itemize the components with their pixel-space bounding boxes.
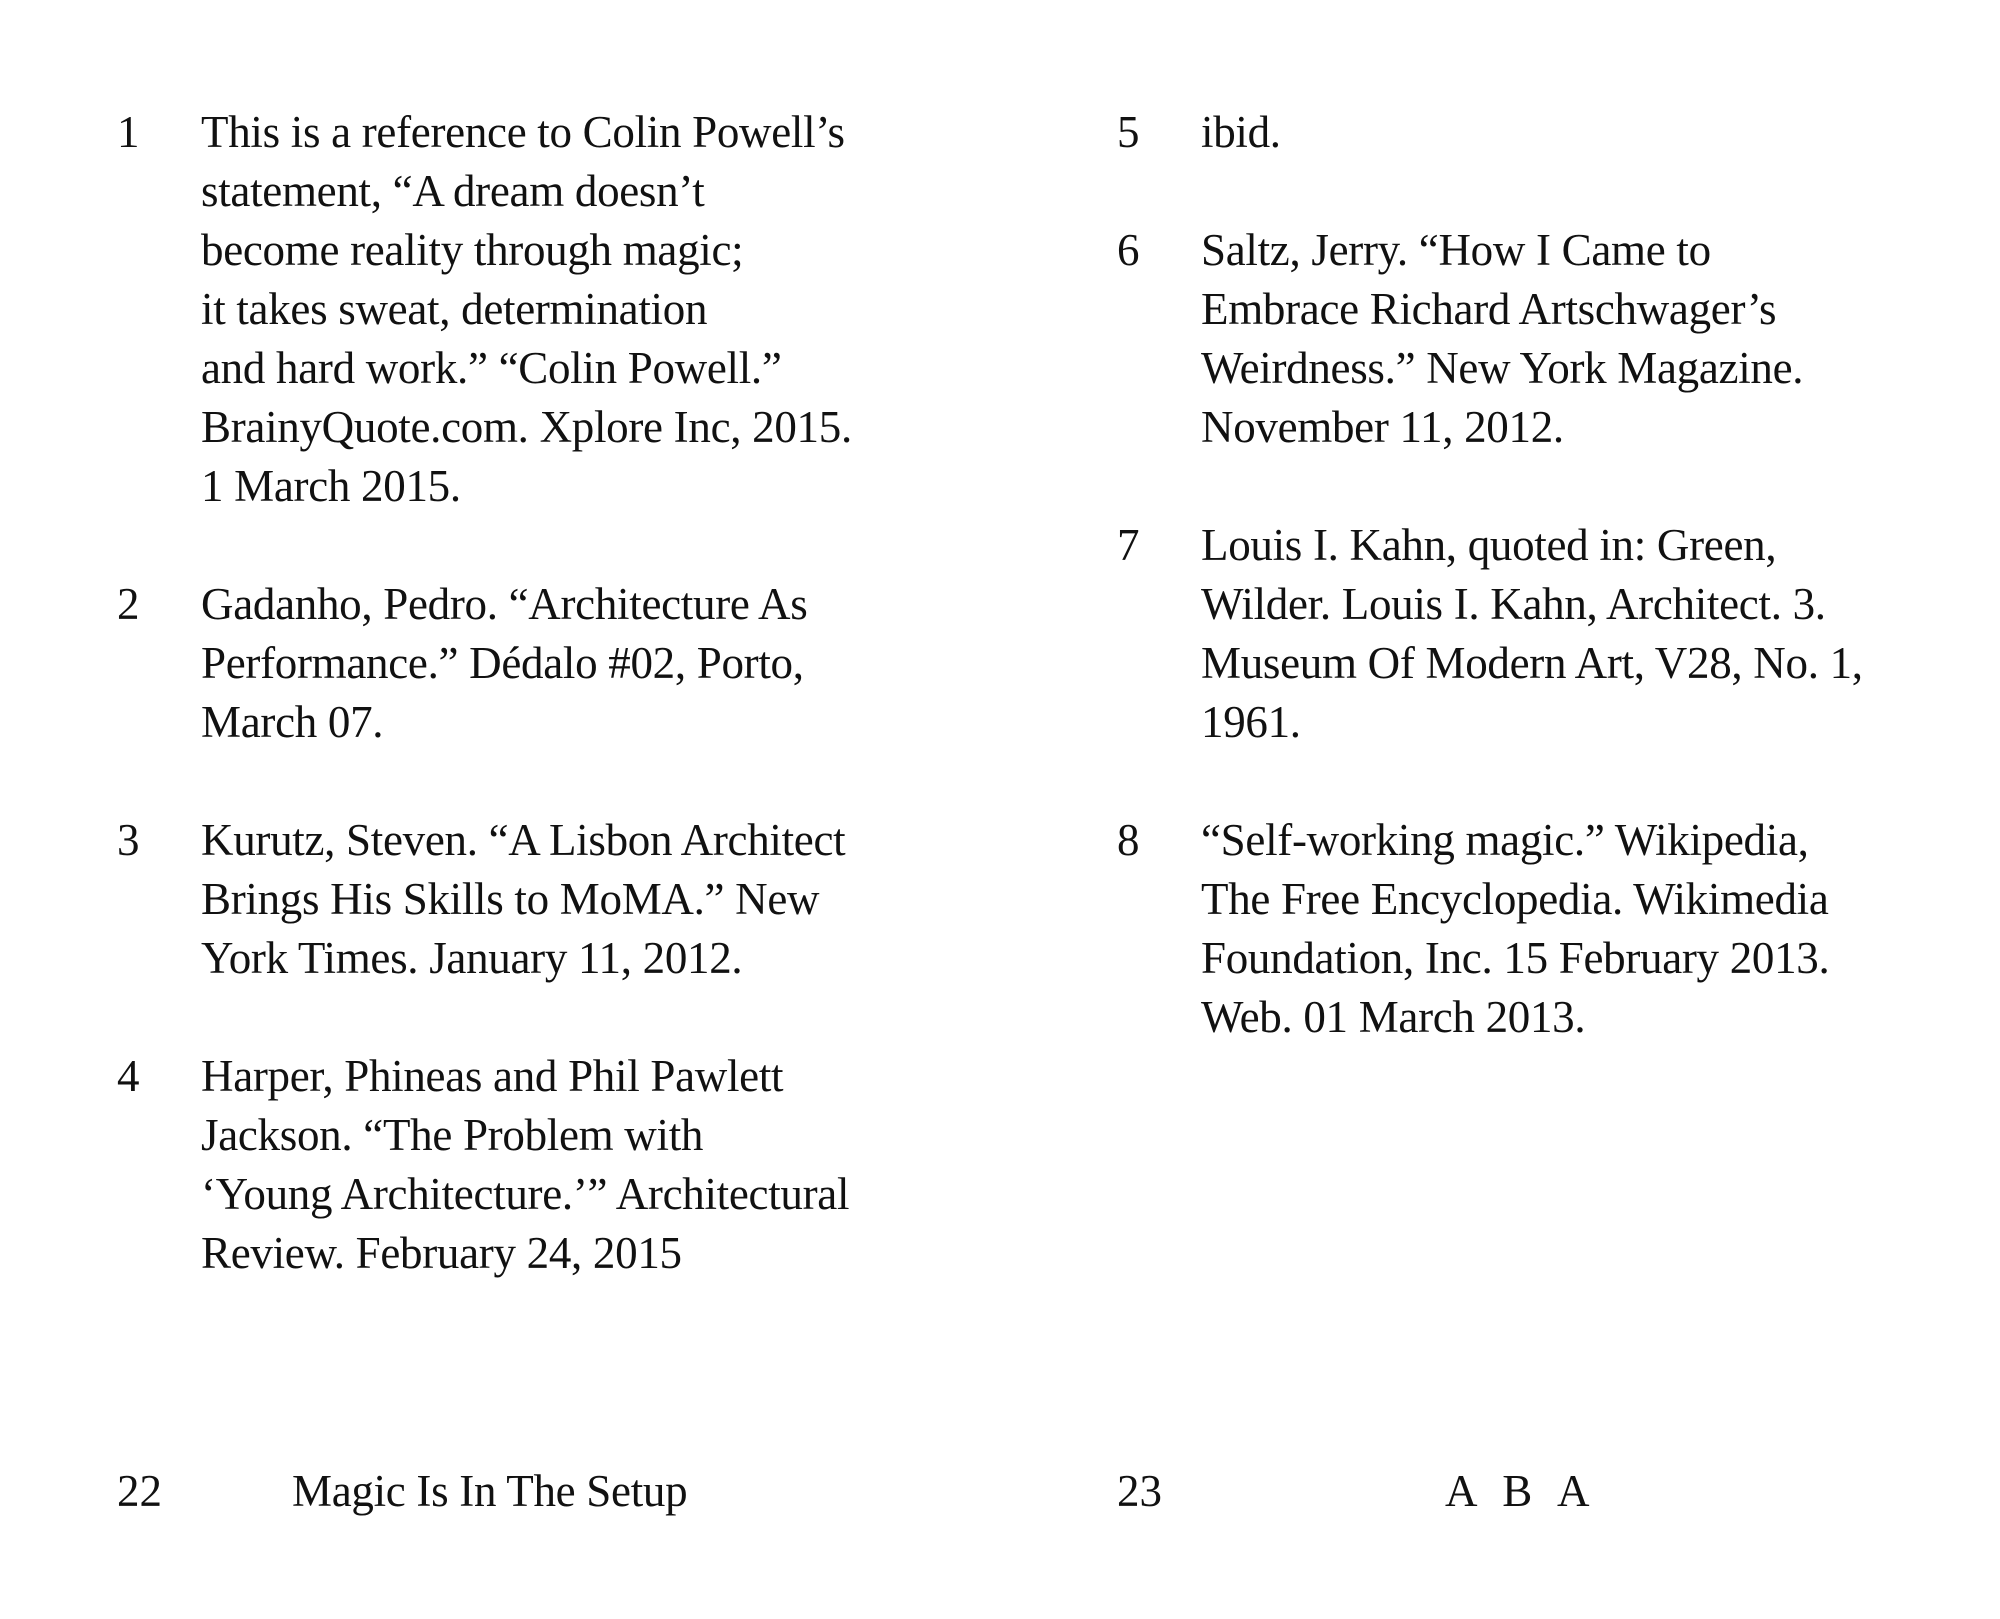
running-title: Magic Is In The Setup xyxy=(292,1466,688,1516)
endnote-text: “Self-working magic.” Wikipedia, The Free Encyclopedia. Wikimedia Foundation, Inc. 15 February 2013. Web. 01 March 2013. xyxy=(1201,815,1830,1042)
endnote-text: Harper, Phineas and Phil Pawlett Jackson. “The Problem with ‘Young Architecture.’” Architectural Review. February 24, 2015 xyxy=(201,1051,850,1278)
running-title: A B A xyxy=(1445,1466,1598,1516)
endnote xyxy=(117,575,937,752)
endnotes-list xyxy=(117,103,937,1342)
endnote-number: 4 xyxy=(117,1051,140,1101)
endnote xyxy=(1117,811,1937,1047)
endnote-number: 3 xyxy=(117,815,140,865)
endnote xyxy=(1117,103,1937,162)
endnote-text: This is a reference to Colin Powell’s statement, “A dream doesn’t become reality through magic; it takes sweat, determination and hard work.” “Colin Powell.” BrainyQuote.com. Xplore Inc, 2015. 1 March 2015. xyxy=(201,107,852,511)
endnote-text: Kurutz, Steven. “A Lisbon Architect Brings His Skills to MoMA.” New York Times. January 11, 2012. xyxy=(201,815,846,983)
endnote xyxy=(1117,516,1937,752)
endnote-number: 1 xyxy=(117,107,140,157)
page-footer xyxy=(1117,1462,1598,1521)
endnote xyxy=(117,103,937,516)
page-number: 23 xyxy=(1117,1466,1162,1516)
page-number: 22 xyxy=(117,1466,162,1516)
endnote-number: 6 xyxy=(1117,225,1140,275)
endnote xyxy=(1117,221,1937,457)
endnote-number: 2 xyxy=(117,579,140,629)
endnote-number: 7 xyxy=(1117,520,1140,570)
endnote-text: ibid. xyxy=(1201,107,1281,157)
endnote-text: Saltz, Jerry. “How I Came to Embrace Richard Artschwager’s Weirdness.” New York Magazine. November 11, 2012. xyxy=(1201,225,1804,452)
endnote-number: 8 xyxy=(1117,815,1140,865)
endnote xyxy=(117,1047,937,1283)
endnote-text: Louis I. Kahn, quoted in: Green, Wilder. Louis I. Kahn, Architect. 3. Museum Of Modern Art, V28, No. 1, 1961. xyxy=(1201,520,1863,747)
page-footer xyxy=(117,1462,687,1521)
endnote xyxy=(117,811,937,988)
right-page xyxy=(1000,0,2000,1619)
endnote-text: Gadanho, Pedro. “Architecture As Performance.” Dédalo #02, Porto, March 07. xyxy=(201,579,808,747)
endnote-number: 5 xyxy=(1117,107,1140,157)
endnotes-list xyxy=(1117,103,1937,1106)
